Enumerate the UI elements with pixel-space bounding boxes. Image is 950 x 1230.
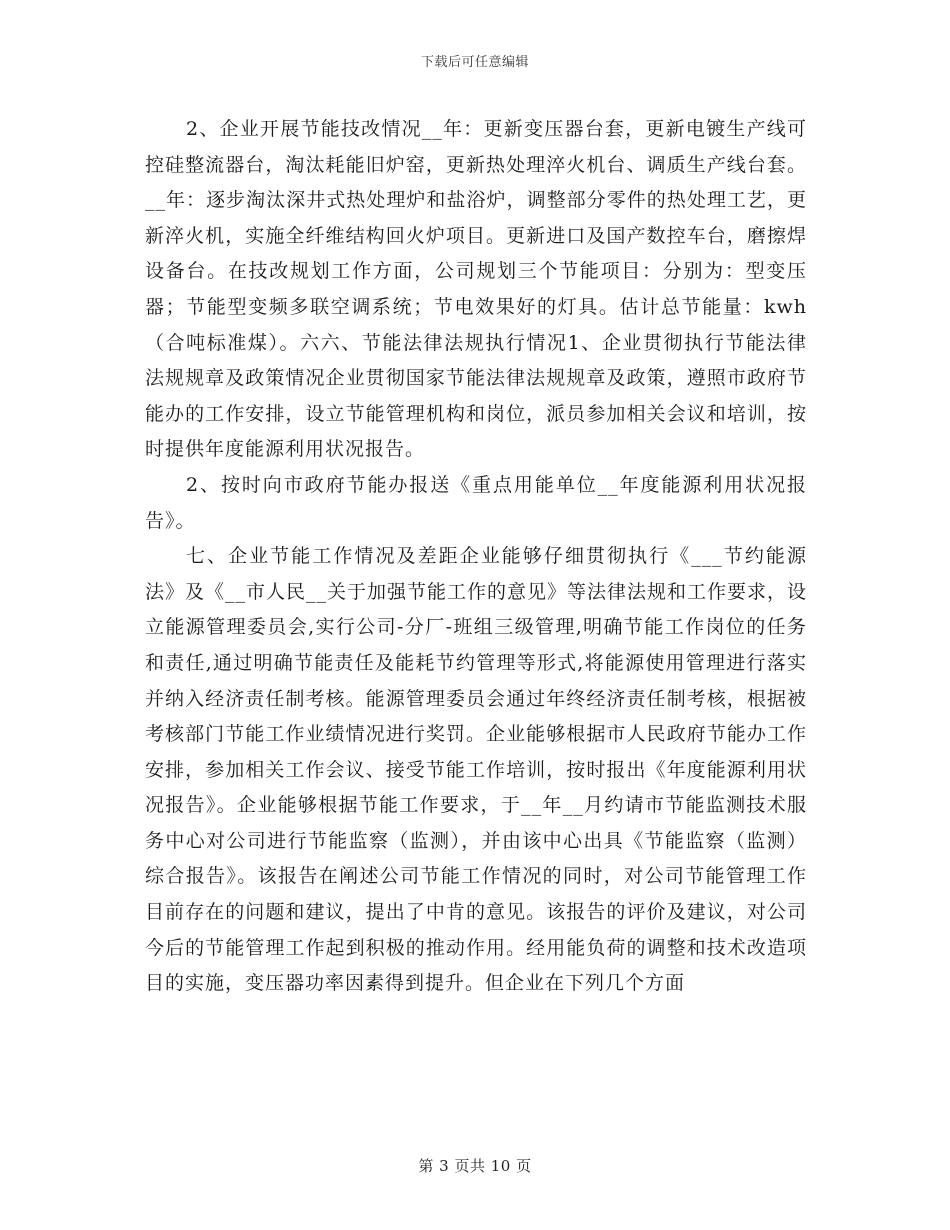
page-header: 下载后可任意编辑 — [420, 55, 529, 70]
paragraph-report-submission: 2、按时向市政府节能办报送《重点用能单位__年度能源利用状况报告》。 — [145, 473, 807, 532]
document-body — [145, 112, 807, 1002]
paragraph-energy-work-status: 七、企业节能工作情况及差距企业能够仔细贯彻执行《___节约能源法》及《__市人民__关于加强节能工作的意见》等法律法规和工作要求，设立能源管理委员会,实行公司-分厂-班组三级管理,明确节能工作岗位的任务和责任,通过明确节能责任及能耗节约管理等形式,将能源使用管理进行落实并纳入经济责任制考核。能源管理委员会通过年终经济责任制考核，根据被考核部门节能工作业绩情况进行奖罚。企业能够根据市人民政府节能办工作安排，参加相关工作会议、接受节能工作培训，按时报出《年度能源利用状况报告》。企业能够根据节能工作要求，于__年__月约请市节能监测技术服务中心对公司进行节能监察（监测），并由该中心出具《节能监察（监测）综合报告》。该报告在阐述公司节能工作情况的同时，对公司节能管理工作目前存在的问题和建议，提出了中肯的意见。该报告的评价及建议，对公司今后的节能管理工作起到积极的推动作用。经用能负荷的调整和技术改造项目的实施，变压器功率因素得到提升。但企业在下列几个方面 — [145, 545, 808, 995]
page-footer: 第 3 页共 10 页 — [418, 1157, 532, 1175]
paragraph-energy-retrofit: 2、企业开展节能技改情况__年：更新变压器台套，更新电镀生产线可控硅整流器台，淘汰耗能旧炉窑，更新热处理淬火机台、调质生产线台套。__年：逐步淘汰深井式热处理炉和盐浴炉，调整部分零件的热处理工艺，更新淬火机，实施全纤维结构回火炉项目。更新进口及国产数控车台，磨擦焊设备台。在技改规划工作方面，公司规划三个节能项目：分别为：型变压器；节能型变频多联空调系统；节电效果好的灯具。估计总节能量：kwh（合吨标准煤）。六六、节能法律法规执行情况1、企业贯彻执行节能法律法规规章及政策情况企业贯彻国家节能法律法规规章及政策，遵照市政府节能办的工作安排，设立节能管理机构和岗位，派员参加相关会议和培训，按时提供年度能源利用状况报告。 — [145, 118, 807, 461]
